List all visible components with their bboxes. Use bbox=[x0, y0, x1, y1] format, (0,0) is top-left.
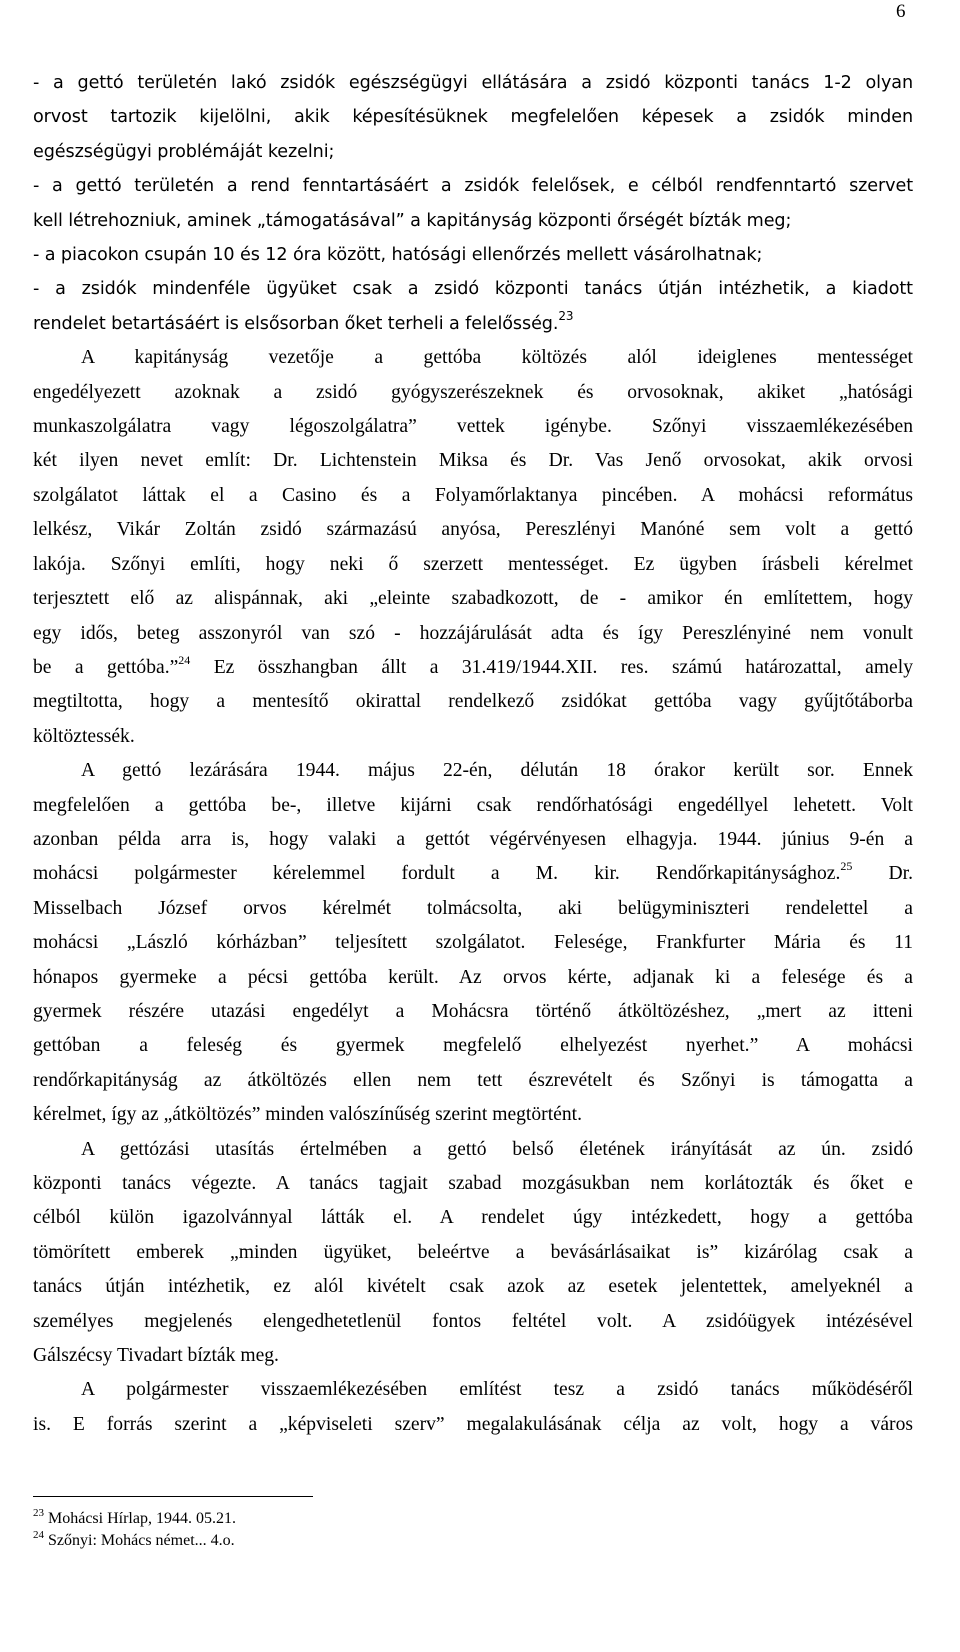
p2-line-10: rendőrkapitányság az átköltözés ellen nem tett észrevételt és Szőnyi is támogatta a bbox=[33, 1069, 913, 1091]
footnote-24-text: Szőnyi: Mohács német... 4.o. bbox=[44, 1532, 235, 1549]
p2-line-7: hónapos gyermeke a pécsi gettóba került. Az orvos kérte, adjanak ki a felesége és a bbox=[33, 966, 913, 988]
footnote-24-number: 24 bbox=[33, 1529, 44, 1541]
footnote-separator bbox=[33, 1496, 313, 1497]
p1-line-2: engedélyezett azoknak a zsidó gyógyszerészeknek és orvosoknak, akiket „hatósági bbox=[33, 381, 913, 403]
p4-line-1: A polgármester visszaemlékezésében említést tesz a zsidó tanács működéséről bbox=[81, 1379, 913, 1401]
p2-line-4 bbox=[33, 857, 913, 891]
paragraph-3 bbox=[33, 1133, 913, 1374]
p3-line-2: központi tanács végezte. A tanács tagjait szabad mozgásukban nem korlátozták és őket e bbox=[33, 1173, 913, 1194]
p1-line-10-before: be a gettóba.” bbox=[33, 656, 179, 678]
bullet-1-line-1: - a gettó területén lakó zsidók egészségügyi ellátására a zsidó központi tanács 1-2 olyan bbox=[33, 73, 913, 93]
page-number: 6 bbox=[896, 1, 906, 22]
footnote-ref-25[interactable]: 25 bbox=[840, 859, 853, 874]
p3-line-6: személyes megjelenés elengedhetetlenül fontos feltétel volt. A zsidóügyek intézésével bbox=[33, 1310, 913, 1332]
footnote-23 bbox=[33, 1508, 913, 1530]
bullet-4-line-2-text: rendelet betartásáért is elsősorban őket terheli a felelősség. bbox=[33, 313, 559, 334]
p1-line-5: szolgálatot láttak el a Casino és a Folyamőrlaktanya pincében. A mohácsi református bbox=[33, 484, 913, 506]
footnote-24 bbox=[33, 1530, 913, 1552]
bullet-3-line-1: - a piacokon csupán 10 és 12 óra között, hatósági ellenőrzés mellett vásárolhatnak; bbox=[33, 245, 763, 266]
bullet-4-line-2 bbox=[33, 307, 913, 341]
footnote-ref-23[interactable]: 23 bbox=[558, 308, 574, 323]
p2-line-4-before: mohácsi polgármester kérelemmel fordult a M. kir. Rendőrkapitánysághoz. bbox=[33, 863, 841, 885]
bullet-list bbox=[33, 66, 913, 341]
footnotes bbox=[33, 1508, 913, 1552]
bullet-2-line-2: kell létrehozniuk, aminek „támogatásával” a kapitányság központi őrségét bízták meg; bbox=[33, 210, 792, 231]
footnote-23-number: 23 bbox=[33, 1507, 44, 1519]
p2-line-2: megfelelően a gettóba be-, illetve kijárni csak rendőrhatósági engedéllyel lehetett. Volt bbox=[33, 794, 913, 816]
p3-line-3: célból külön igazolvánnyal látták el. A rendelet úgy intézkedett, hogy a gettóba bbox=[33, 1207, 913, 1229]
p1-line-10-after: Ez összhangban állt a 31.419/1944.XII. res. számú határozattal, amely bbox=[190, 656, 913, 678]
p1-line-7: lakója. Szőnyi említi, hogy neki ő szerzett mentességet. Ez ügyben írásbeli kérelmet bbox=[33, 553, 913, 575]
p1-line-10 bbox=[33, 651, 913, 685]
p1-line-9: egy idős, beteg asszonyról van szó - hozzájárulását adta és így Pereszlényiné nem vonult bbox=[33, 622, 913, 644]
p2-line-5: Misselbach József orvos kérelmét tolmácsolta, aki belügyminiszteri rendelettel a bbox=[33, 897, 913, 919]
p3-line-7: Gálszécsy Tivadart bízták meg. bbox=[33, 1345, 279, 1367]
p2-line-3: azonban példa arra is, hogy valaki a gettót végérvényesen elhagyja. 1944. június 9-én a bbox=[33, 828, 913, 850]
p2-line-1: A gettó lezárására 1944. május 22-én, délután 18 órakor került sor. Ennek bbox=[81, 760, 913, 782]
p2-line-8: gyermek részére utazási engedélyt a Mohácsra történő átköltözéshez, „mert az itteni bbox=[33, 1000, 913, 1022]
p3-line-4: tömörített emberek „minden ügyüket, beleértve a bevásárlásaikat is” kizárólag csak a bbox=[33, 1241, 913, 1263]
paragraph-2 bbox=[33, 754, 913, 1132]
bullet-1-line-2: orvost tartozik kijelölni, akik képesítésüknek megfelelően képesek a zsidók minden bbox=[33, 107, 913, 128]
paragraph-4 bbox=[33, 1373, 913, 1442]
p1-line-4: két ilyen nevet említ: Dr. Lichtenstein Miksa és Dr. Vas Jenő orvosokat, akik orvosi bbox=[33, 450, 913, 472]
p4-line-2: is. E forrás szerint a „képviseleti szerv” megalakulásának célja az volt, hogy a város bbox=[33, 1413, 913, 1435]
bullet-2-line-1: - a gettó területén a rend fenntartásáért a zsidók felelősek, e célból rendfenntartó szervet bbox=[33, 176, 913, 197]
p1-line-8: terjesztett elő az alispánnak, aki „eleinte szabadkozott, de - amikor én említettem, hogy bbox=[33, 588, 913, 610]
bullet-4-line-1: - a zsidók mindenféle ügyüket csak a zsidó központi tanács útján intézhetik, a kiadott bbox=[33, 279, 913, 300]
p1-line-1: A kapitányság vezetője a gettóba költözés alól ideiglenes mentességet bbox=[81, 347, 913, 369]
p1-line-6: lelkész, Vikár Zoltán zsidó származású anyósa, Pereszlényi Manóné sem volt a gettó bbox=[33, 519, 913, 541]
footnote-ref-24[interactable]: 24 bbox=[178, 652, 191, 667]
bullet-1-line-3: egészségügyi problémáját kezelni; bbox=[33, 141, 335, 162]
paragraph-1 bbox=[33, 341, 913, 754]
p2-line-4-after: Dr. bbox=[852, 863, 913, 885]
p3-line-1: A gettózási utasítás értelmében a gettó belső életének irányítását az ún. zsidó bbox=[81, 1138, 913, 1160]
p3-line-5: tanács útján intézhetik, ez alól kivételt csak azok az esetek jelentettek, amelyeknél a bbox=[33, 1276, 913, 1298]
footnote-23-text: Mohácsi Hírlap, 1944. 05.21. bbox=[44, 1510, 236, 1527]
p2-line-11: kérelmet, így az „átköltözés” minden valószínűség szerint megtörtént. bbox=[33, 1104, 582, 1126]
p2-line-9: gettóban a feleség és gyermek megfelelő elhelyezést nyerhet.” A mohácsi bbox=[33, 1035, 913, 1057]
p1-line-3: munkaszolgálatra vagy légoszolgálatra” vettek igénybe. Szőnyi visszaemlékezésében bbox=[33, 416, 913, 438]
p1-line-12: költöztessék. bbox=[33, 725, 135, 747]
p1-line-11: megtiltotta, hogy a mentesítő okirattal rendelkező zsidókat gettóba vagy gyűjtőtáborba bbox=[33, 691, 913, 713]
document-body bbox=[33, 66, 913, 1442]
p2-line-6: mohácsi „László kórházban” teljesített szolgálatot. Felesége, Frankfurter Mária és 11 bbox=[33, 932, 913, 954]
